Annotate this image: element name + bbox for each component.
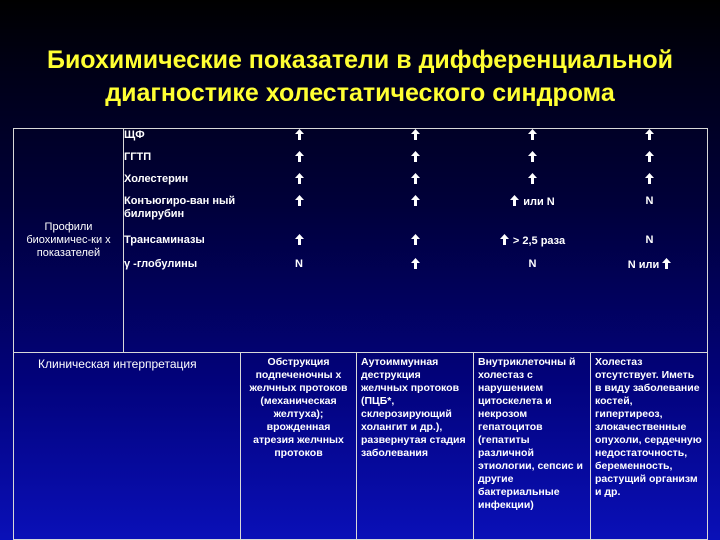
indicator-value-text: или N [523, 196, 555, 208]
interpretation-col-1: Обструкция подпеченочны х желчных протоков (механическая желтуха); врожденная атрезия желчных протоков [241, 353, 357, 540]
indicator-value-col-1 [241, 151, 357, 173]
indicator-value-text: N или [627, 259, 660, 271]
up-arrow-icon [295, 234, 304, 245]
up-arrow-icon [662, 258, 671, 269]
up-arrow-icon [411, 234, 420, 245]
indicators-table [124, 129, 708, 280]
indicator-name: γ -глобулины [124, 258, 198, 270]
indicator-name: ГГТП [124, 151, 152, 163]
indicator-value-col-3 [474, 129, 591, 151]
interpretation-label: Клиническая интерпретация [14, 353, 241, 540]
interpretation-col-2: Аутоиммунная деструкция желчных протоков (ПЦБ*, склерозирующий холангит и др.), развернутая стадия заболевания [357, 353, 474, 540]
indicator-value-col-3 [474, 151, 591, 173]
indicator-value-col-2 [357, 151, 474, 173]
indicator-value-col-3 [474, 258, 591, 280]
up-arrow-icon [295, 151, 304, 162]
indicator-value-col-2 [357, 129, 474, 151]
slide-title [20, 44, 700, 110]
indicators-cell [124, 129, 708, 353]
indicator-value-col-4 [591, 151, 708, 173]
indicator-row [124, 173, 708, 195]
indicator-value-col-1 [241, 173, 357, 195]
up-arrow-icon [295, 173, 304, 184]
indicator-value-col-3 [474, 234, 591, 258]
interpretation-col-4: Холестаз отсутствует. Иметь в виду заболевание костей, гипертиреоз, злокачественные опухоли, сердечную недостаточность, беременность, растущий организм и др. [591, 353, 708, 540]
indicator-value-col-1 [241, 129, 357, 151]
indicator-name: Трансаминазы [124, 234, 205, 246]
indicator-value-text: N [645, 234, 654, 246]
up-arrow-icon [295, 195, 304, 206]
profile-label: Профили биохимичес-ки х показателей [14, 129, 124, 353]
up-arrow-icon [411, 258, 420, 269]
up-arrow-icon [500, 234, 509, 245]
up-arrow-icon [528, 151, 537, 162]
up-arrow-icon [645, 173, 654, 184]
indicator-value-col-4 [591, 234, 708, 258]
up-arrow-icon [645, 129, 654, 140]
indicator-value-text: > 2,5 раза [512, 235, 566, 247]
indicator-value-col-1 [241, 195, 357, 234]
up-arrow-icon [411, 129, 420, 140]
diagnostic-table [13, 128, 708, 540]
title-line-2: диагностике холестатического синдрома [105, 79, 615, 107]
indicator-value-col-2 [357, 234, 474, 258]
up-arrow-icon [528, 173, 537, 184]
indicator-name: Холестерин [124, 173, 189, 185]
indicator-value-col-2 [357, 173, 474, 195]
indicator-row [124, 151, 708, 173]
interpretation-col-3: Внутриклеточны й холестаз с нарушением цитоскелета и некрозом гепатоцитов (гепатиты различной этиологии, сепсис и другие бактериальные инфекции) [474, 353, 591, 540]
indicator-value-col-4 [591, 195, 708, 234]
indicator-value-col-1 [241, 234, 357, 258]
indicator-value-col-3 [474, 173, 591, 195]
indicator-value-text: N [645, 195, 654, 207]
indicator-value-col-4 [591, 258, 708, 280]
indicator-name: ЩФ [124, 129, 145, 141]
up-arrow-icon [411, 195, 420, 206]
indicator-value-col-4 [591, 129, 708, 151]
indicator-value-col-2 [357, 195, 474, 234]
up-arrow-icon [411, 151, 420, 162]
indicator-name: Конъюгиро-ван ный билирубин [124, 195, 236, 220]
indicator-value-col-1 [241, 258, 357, 280]
indicator-value-col-4 [591, 173, 708, 195]
indicator-row [124, 195, 708, 234]
indicator-value-col-2 [357, 258, 474, 280]
indicator-row [124, 234, 708, 258]
up-arrow-icon [645, 151, 654, 162]
indicator-row [124, 129, 708, 151]
up-arrow-icon [295, 129, 304, 140]
up-arrow-icon [510, 195, 519, 206]
up-arrow-icon [411, 173, 420, 184]
indicator-value-col-3 [474, 195, 591, 234]
indicator-row [124, 258, 708, 280]
up-arrow-icon [528, 129, 537, 140]
title-line-1: Биохимические показатели в дифференциальной [46, 46, 674, 74]
indicator-value-text: N [295, 258, 303, 270]
indicator-value-text: N [528, 258, 537, 270]
